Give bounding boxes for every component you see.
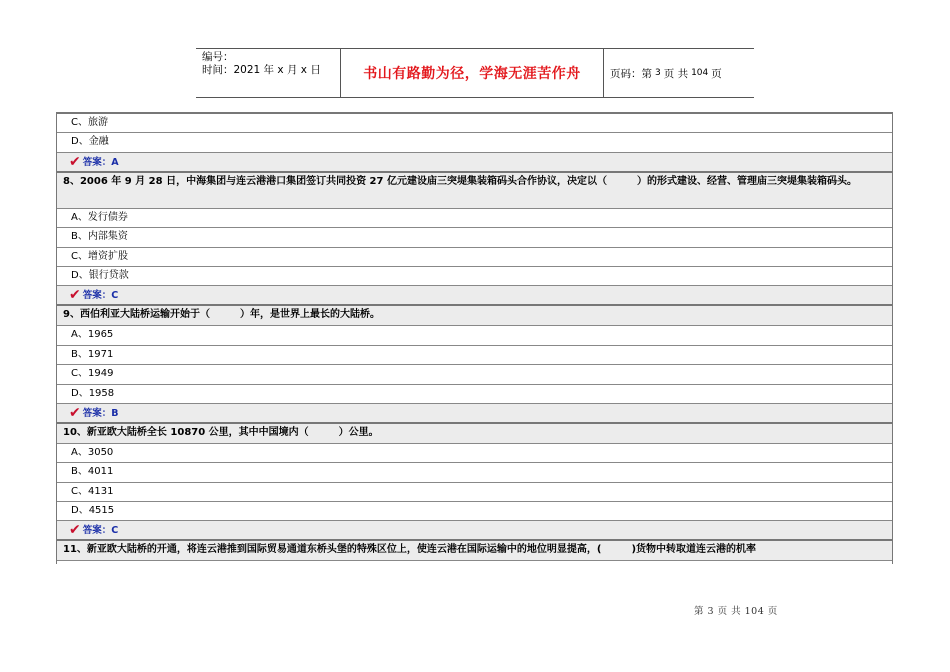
option-row: D、4515 bbox=[57, 502, 892, 521]
option-row: B、1971 bbox=[57, 346, 892, 365]
question-row: 11、新亚欧大陆桥的开通，将连云港推到国际贸易通道东桥头堡的特殊区位上，使连云港在国际运输中的地位明显提高，( )货物中转取道连云港的机率 bbox=[57, 541, 892, 561]
option-row: B、内部集资 bbox=[57, 228, 892, 247]
option-row: D、银行贷款 bbox=[57, 267, 892, 286]
option-row: C、4131 bbox=[57, 483, 892, 502]
checkmark-icon: ✔ bbox=[69, 522, 81, 539]
answer-row bbox=[57, 153, 892, 173]
option-row: C、旅游 bbox=[57, 114, 892, 133]
answer-text: 答案：C bbox=[82, 290, 119, 302]
answer-text: 答案：A bbox=[82, 156, 119, 168]
question-row: 10、新亚欧大陆桥全长 10870 公里，其中中国境内（ ）公里。 bbox=[57, 424, 892, 444]
option-row: C、增资扩股 bbox=[57, 248, 892, 267]
answer-text: 答案：C bbox=[82, 525, 119, 537]
page-total: 104 bbox=[691, 68, 709, 78]
header-meta bbox=[196, 49, 340, 97]
question-list bbox=[56, 112, 893, 564]
option-row: A、发行债券 bbox=[57, 209, 892, 228]
header-motto: 书山有路勤为径，学海无涯苦作舟 bbox=[340, 49, 604, 97]
doc-code-label: 编号： bbox=[202, 51, 234, 63]
question-row: 8、2006 年 9 月 28 日，中海集团与连云港港口集团签订共同投资 27 亿元建设庙三突堤集装箱码头合作协议，决定以（ ）的形式建设、经营、管理庙三突堤集装箱码头。 bbox=[57, 173, 892, 209]
doc-time-label: 时间：2021 年 x 月 x 日 bbox=[202, 64, 321, 76]
option-row: A、1965 bbox=[57, 326, 892, 345]
answer-text: 答案：B bbox=[82, 407, 119, 419]
answer-row bbox=[57, 521, 892, 541]
checkmark-icon: ✔ bbox=[69, 153, 81, 170]
page-number: 3 bbox=[655, 68, 661, 78]
question-row: 9、西伯利亚大陆桥运输开始于（ ）年，是世界上最长的大陆桥。 bbox=[57, 306, 892, 326]
page-footer: 第 3 页 共 104 页 bbox=[694, 606, 778, 617]
page-suffix: 页 bbox=[711, 67, 722, 80]
option-row: C、1949 bbox=[57, 365, 892, 384]
option-row: B、4011 bbox=[57, 463, 892, 482]
checkmark-icon: ✔ bbox=[69, 287, 81, 304]
option-row: D、金融 bbox=[57, 133, 892, 152]
answer-row bbox=[57, 404, 892, 424]
header-page-info bbox=[604, 49, 754, 97]
answer-row bbox=[57, 286, 892, 306]
checkmark-icon: ✔ bbox=[69, 404, 81, 421]
page-header bbox=[196, 48, 754, 98]
page-mid: 页 共 bbox=[663, 67, 689, 80]
option-row: D、1958 bbox=[57, 385, 892, 404]
page-prefix: 页码：第 bbox=[610, 67, 652, 80]
option-row: A、3050 bbox=[57, 444, 892, 463]
